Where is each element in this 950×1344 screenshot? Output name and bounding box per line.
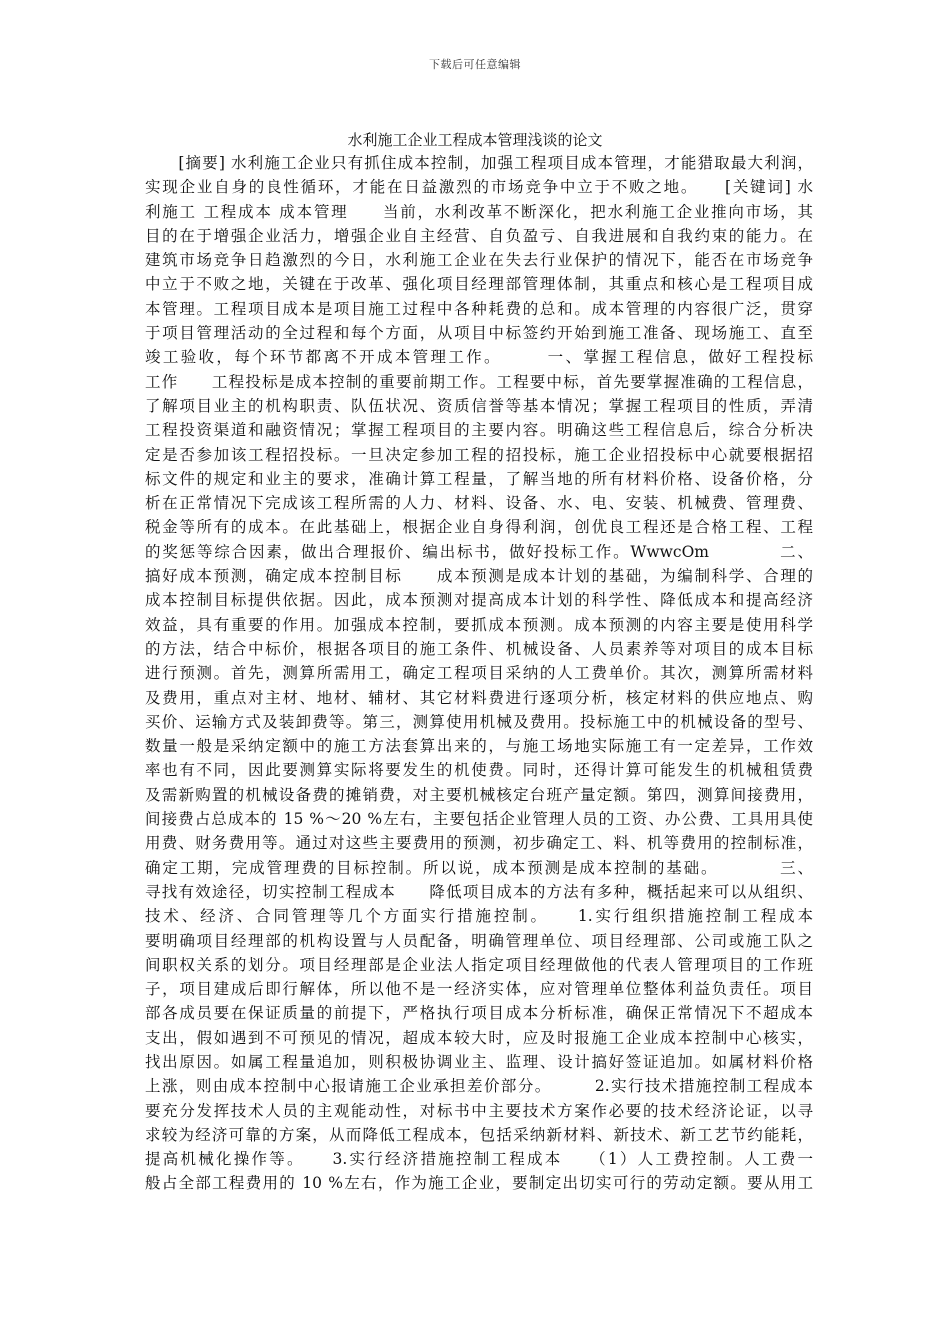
body-line: [摘要] 水利施工企业只有抓住成本控制，加强工程项目成本管理，才能猎取最大利润， xyxy=(145,154,813,172)
body-line: 寻找有效途径，切实控制工程成本 降低项目成本的方法有多种，概括起来可以从组织、 xyxy=(145,882,813,901)
body-line: 目的在于增强企业活力，增强企业自主经营、自负盈亏、自我进展和自我约束的能力。在 xyxy=(145,226,813,245)
body-line: 用费、财务费用等。通过对这些主要费用的预测，初步确定工、料、机等费用的控制标准， xyxy=(145,834,813,853)
body-line: 中立于不败之地，关键在于改革、强化项目经理部管理体制，其重点和核心是工程项目成 xyxy=(145,275,813,294)
body-line: 提高机械化操作等。 3.实行经济措施控制工程成本 （1）人工费控制。人工费一 xyxy=(145,1150,813,1169)
body-line: 买价、运输方式及装卸费等。第三，测算使用机械及费用。投标施工中的机械设备的型号、 xyxy=(145,712,813,731)
body-line: 间接费占总成本的 15 %～20 %左右，主要包括企业管理人员的工资、办公费、工具用具使 xyxy=(145,810,813,829)
body-line: 于项目管理活动的全过程和每个方面，从项目中标签约开始到施工准备、现场施工、直至 xyxy=(145,324,813,343)
body-line: 数量一般是采纳定额中的施工方法套算出来的，与施工场地实际施工有一定差异，工作效 xyxy=(145,737,813,756)
body-line: 要明确项目经理部的机构设置与人员配备，明确管理单位、项目经理部、公司或施工队之 xyxy=(145,931,813,950)
document-title: 水利施工企业工程成本管理浅谈的论文 xyxy=(347,131,603,149)
body-line: 要充分发挥技术人员的主观能动性，对标书中主要技术方案作必要的技术经济论证，以寻 xyxy=(145,1101,813,1120)
body-line: 及需新购置的机械设备费的摊销费，对主要机械核定台班产量定额。第四，测算间接费用， xyxy=(145,785,813,804)
body-line: 率也有不同，因此要测算实际将要发生的机使费。同时，还得计算可能发生的机械租赁费 xyxy=(145,761,813,780)
body-line: 般占全部工程费用的 10 %左右，作为施工企业，要制定出切实可行的劳动定额。要从用工 xyxy=(145,1174,813,1193)
body-line: 建筑市场竞争日趋激烈的今日，水利施工企业在失去行业保护的情况下，能否在市场竞争 xyxy=(145,251,813,270)
body-line: 支出，假如遇到不可预见的情况，超成本较大时，应及时报施工企业成本控制中心核实， xyxy=(145,1028,813,1047)
body-line: 上涨，则由成本控制中心报请施工企业承担差价部分。 2.实行技术措施控制工程成本 xyxy=(145,1077,813,1096)
body-line: 进行预测。首先，测算所需用工，确定工程项目采纳的人工费单价。其次，测算所需材料 xyxy=(145,664,813,683)
body-line: 成本控制目标提供依据。因此，成本预测对提高成本计划的科学性、降低成本和提高经济 xyxy=(145,591,813,610)
body-line: 的奖惩等综合因素，做出合理报价、编出标书，做好投标工作。WwwcOm 二、 xyxy=(145,542,813,561)
body-line: 确定工期，完成管理费的目标控制。所以说，成本预测是成本控制的基础。 三、 xyxy=(145,858,813,877)
body-line: 标文件的规定和业主的要求，准确计算工程量，了解当地的所有材料价格、设备价格，分 xyxy=(145,469,813,488)
body-line: 定是否参加该工程招投标。一旦决定参加工程的招投标，施工企业招投标中心就要根据招 xyxy=(145,445,813,464)
body-line: 及费用，重点对主材、地材、辅材、其它材料费进行逐项分析，核定材料的供应地点、购 xyxy=(145,688,813,707)
body-line: 效益，具有重要的作用。加强成本控制，要抓成本预测。成本预测的内容主要是使用科学 xyxy=(145,615,813,634)
body-line: 间职权关系的划分。项目经理部是企业法人指定项目经理做他的代表人管理项目的工作班 xyxy=(145,955,813,974)
body-line: 的方法，结合中标价，根据各项目的施工条件、机械设备、人员素养等对项目的成本目标 xyxy=(145,639,813,658)
document-body xyxy=(145,151,813,1196)
body-line: 技术、经济、合同管理等几个方面实行措施控制。 1.实行组织措施控制工程成本 xyxy=(145,907,813,926)
body-line: 搞好成本预测，确定成本控制目标 成本预测是成本计划的基础，为编制科学、合理的 xyxy=(145,567,813,586)
body-line: 求较为经济可靠的方案，从而降低工程成本，包括采纳新材料、新技术、新工艺节约能耗， xyxy=(145,1125,813,1144)
body-line: 实现企业自身的良性循环，才能在日益激烈的市场竞争中立于不败之地。 [关键词] 水 xyxy=(145,178,813,197)
body-line: 部各成员要在保证质量的前提下，严格执行项目成本分析标准，确保正常情况下不超成本 xyxy=(145,1004,813,1023)
body-line: 利施工 工程成本 成本管理 当前，水利改革不断深化，把水利施工企业推向市场，其 xyxy=(145,202,813,221)
body-line: 竣工验收，每个环节都离不开成本管理工作。 一、掌握工程信息，做好工程投标 xyxy=(145,348,813,367)
body-line: 找出原因。如属工程量追加，则积极协调业主、监理、设计搞好签证追加。如属材料价格 xyxy=(145,1052,813,1071)
body-line: 工作 工程投标是成本控制的重要前期工作。工程要中标，首先要掌握准确的工程信息， xyxy=(145,372,813,391)
page-header-note: 下载后可任意编辑 xyxy=(429,58,521,71)
body-line: 工程投资渠道和融资情况；掌握工程项目的主要内容。明确这些工程信息后，综合分析决 xyxy=(145,421,813,440)
body-line: 本管理。工程项目成本是项目施工过程中各种耗费的总和。成本管理的内容很广泛，贯穿 xyxy=(145,299,813,318)
body-line: 了解项目业主的机构职责、队伍状况、资质信誉等基本情况；掌握工程项目的性质，弄清 xyxy=(145,396,813,415)
body-line: 子，项目建成后即行解体，所以他不是一经济实体，应对管理单位整体利益负责任。项目 xyxy=(145,980,813,999)
body-line: 税金等所有的成本。在此基础上，根据企业自身得利润，创优良工程还是合格工程、工程 xyxy=(145,518,813,537)
body-line: 析在正常情况下完成该工程所需的人力、材料、设备、水、电、安装、机械费、管理费、 xyxy=(145,494,813,513)
